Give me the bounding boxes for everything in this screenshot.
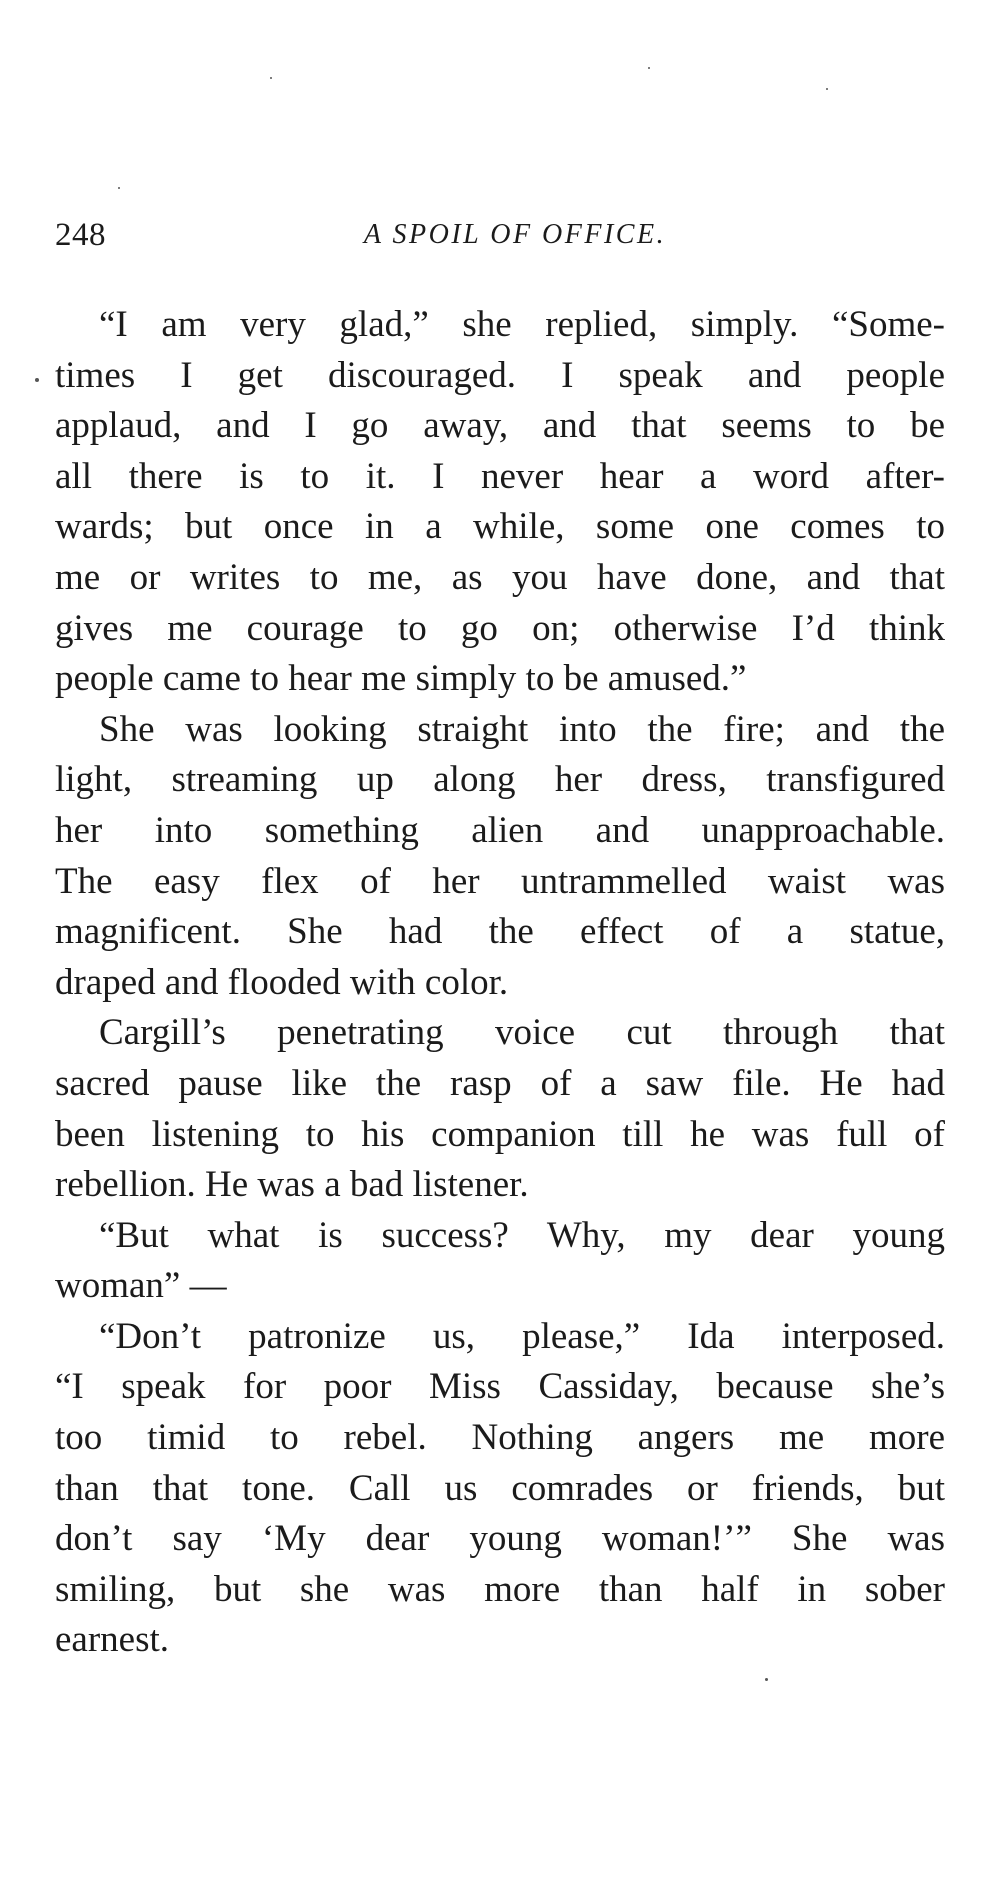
text-line: Cargill’s penetrating voice cut through that xyxy=(99,1012,945,1054)
text-line: applaud, and I go away, and that seems to be xyxy=(55,405,945,447)
paper-speck xyxy=(270,77,272,79)
body-text xyxy=(55,300,945,1666)
text-line: wards; but once in a while, some one comes to xyxy=(55,506,945,548)
text-line: sacred pause like the rasp of a saw file. He had xyxy=(55,1062,945,1104)
paragraph-1 xyxy=(55,300,945,705)
text-line: than that tone. Call us comrades or friends, but xyxy=(55,1467,945,1509)
paper-speck xyxy=(765,1678,768,1681)
text-line: too timid to rebel. Nothing angers me more xyxy=(55,1417,945,1459)
text-line: earnest. xyxy=(55,1619,170,1661)
text-line: She was looking straight into the fire; and the xyxy=(99,708,945,750)
page-header xyxy=(55,210,945,260)
text-line: gives me courage to go on; otherwise I’d think xyxy=(55,607,945,649)
page-number: 248 xyxy=(55,217,106,253)
text-line: rebellion. He was a bad listener. xyxy=(55,1164,529,1206)
text-line: times I get discouraged. I speak and people xyxy=(55,354,945,396)
text-line: people came to hear me simply to be amused.” xyxy=(55,658,747,700)
text-line: “I speak for poor Miss Cassiday, because she’s xyxy=(55,1366,945,1408)
text-line: “Don’t patronize us, please,” Ida interposed. xyxy=(99,1315,945,1357)
paper-speck xyxy=(648,67,650,69)
text-line: light, streaming up along her dress, transfigured xyxy=(55,759,945,801)
text-line: her into something alien and unapproachable. xyxy=(55,809,945,851)
text-line: all there is to it. I never hear a word after- xyxy=(55,455,945,497)
text-line: woman” — xyxy=(55,1265,227,1307)
text-line: don’t say ‘My dear young woman!’” She was xyxy=(55,1518,945,1560)
paragraph-5 xyxy=(55,1312,945,1666)
paper-speck xyxy=(826,88,828,90)
text-line: magnificent. She had the effect of a statue, xyxy=(55,911,945,953)
paper-speck xyxy=(118,187,120,189)
text-line: The easy flex of her untrammelled waist was xyxy=(55,860,945,902)
text-line: “But what is success? Why, my dear young xyxy=(99,1214,945,1256)
text-line: me or writes to me, as you have done, and that xyxy=(55,556,945,598)
text-line: “I am very glad,” she replied, simply. “Some- xyxy=(99,304,945,345)
paper-speck xyxy=(35,378,39,382)
text-line: smiling, but she was more than half in sober xyxy=(55,1568,945,1610)
paragraph-4 xyxy=(55,1211,945,1312)
running-title: A SPOIL OF OFFICE. xyxy=(363,219,667,250)
text-line: draped and flooded with color. xyxy=(55,961,509,1003)
text-line: been listening to his companion till he was full of xyxy=(55,1113,945,1155)
paragraph-2 xyxy=(55,705,945,1009)
paragraph-3 xyxy=(55,1008,945,1210)
